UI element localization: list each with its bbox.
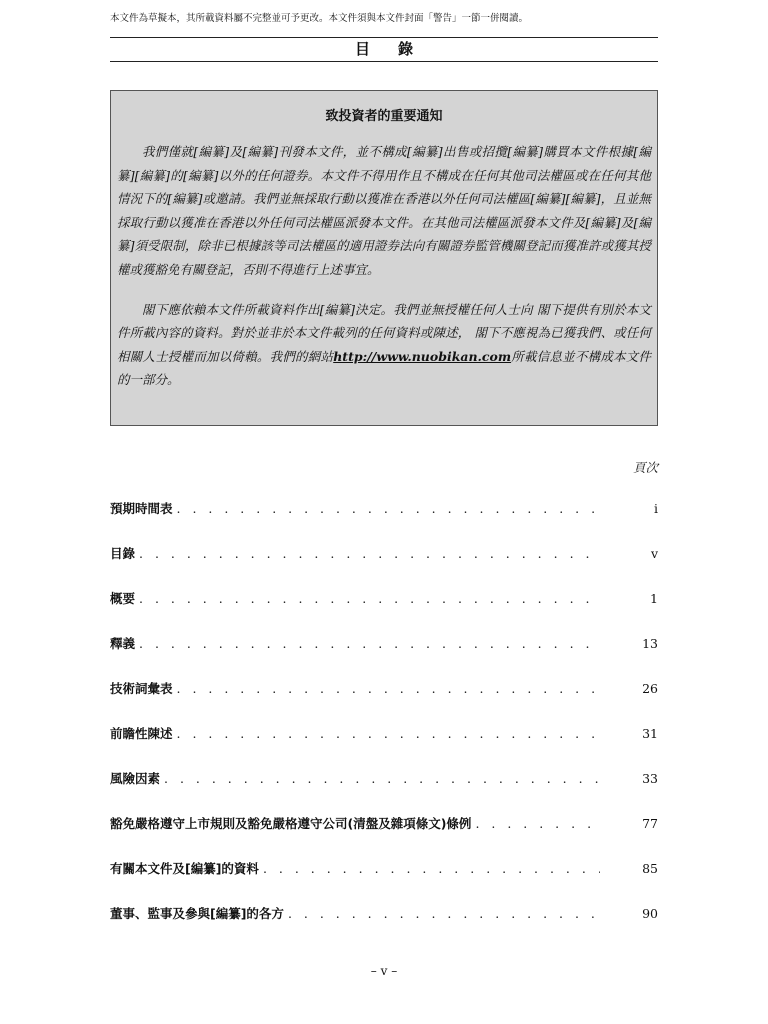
website-link[interactable]: http://www.nuobikan.com xyxy=(333,348,512,364)
toc-row[interactable] xyxy=(110,725,658,770)
toc-label[interactable]: 預期時間表 xyxy=(110,501,173,516)
notice-paragraph-2-text: 閣下應依賴本文件所載資料作出[編纂]決定。我們並無授權任何人士向 閣下提供有別於本文件所載內容的資料。對於並非於本文件載列的任何資料或陳述， 閣下不應視為已獲我們、或任何相關人士授權而加以倚賴。我們的網站 xyxy=(117,301,651,364)
notice-paragraph-1: 我們僅就[編纂]及[編纂]刊發本文件，並不構成[編纂]出售或招攬[編纂]購買本文件根據[編纂][編纂]的[編纂]以外的任何證券。本文件不得用作且不構成在任何其他司法權區或在任何其他情況下的[編纂]或邀請。我們並無採取行動以獲准在香港以外任何司法權區[編纂][編纂]，且並無採取行動以獲准在香港以外任何司法權區派發本文件。在其他司法權區派發本文件及[編纂]及[編纂]須受限制，除非已根據該等司法權區的適用證券法向有關證券監管機關登記而獲准許或獲其授權或獲豁免有關登記，否則不得進行上述事宜。 xyxy=(117,144,651,277)
toc-row[interactable] xyxy=(110,905,658,950)
toc-label[interactable]: 董事、監事及參與[編纂]的各方 xyxy=(110,906,284,921)
toc-row[interactable] xyxy=(110,860,658,905)
toc-page-number: 13 xyxy=(642,636,658,651)
draft-notice-header: 本文件為草擬本，其所載資料屬不完整並可予更改。本文件須與本文件封面「警告」一節一併閱讀。 xyxy=(110,13,529,24)
toc-row[interactable] xyxy=(110,635,658,680)
toc-page-number: 85 xyxy=(642,861,658,876)
toc-label[interactable]: 釋義 xyxy=(110,636,136,651)
toc-leader-dots xyxy=(139,590,600,608)
toc-page-number: 31 xyxy=(642,726,658,741)
toc-leader-dots xyxy=(164,770,600,788)
toc-label[interactable]: 有關本文件及[編纂]的資料 xyxy=(110,861,259,876)
header-rule-bottom xyxy=(110,61,658,62)
toc-page-number: v xyxy=(650,546,658,561)
important-notice-box xyxy=(110,90,658,426)
toc-leader-dots xyxy=(177,680,600,698)
toc-row[interactable] xyxy=(110,770,658,815)
toc-row[interactable] xyxy=(110,680,658,725)
toc-row[interactable] xyxy=(110,815,658,860)
toc-label[interactable]: 風險因素 xyxy=(110,771,161,786)
toc-leader-dots xyxy=(139,545,600,563)
toc-row[interactable] xyxy=(110,500,658,545)
page-title: 目錄 xyxy=(354,40,441,58)
toc-label[interactable]: 技術詞彙表 xyxy=(110,681,173,696)
toc-leader-dots xyxy=(263,860,600,878)
toc-row[interactable] xyxy=(110,545,658,590)
notice-title: 致投資者的重要通知 xyxy=(325,109,443,124)
toc-leader-dots xyxy=(288,905,600,923)
toc-leader-dots xyxy=(177,725,600,743)
toc-page-number: 33 xyxy=(642,771,658,786)
toc-row[interactable] xyxy=(110,590,658,635)
notice-paragraph-2 xyxy=(117,298,651,392)
toc-page-number: i xyxy=(654,501,658,516)
notice-paragraph-2-tail: 所載信息並不構成本文件的一部分。 xyxy=(117,348,651,388)
toc-page-number: 90 xyxy=(642,906,658,921)
toc-page-number: 1 xyxy=(650,591,658,606)
table-of-contents xyxy=(110,500,658,950)
toc-label[interactable]: 豁免嚴格遵守上市規則及豁免嚴格遵守公司(清盤及雜項條文)條例 xyxy=(110,816,472,831)
toc-label[interactable]: 前瞻性陳述 xyxy=(110,726,173,741)
toc-leader-dots xyxy=(475,815,600,833)
page-number-footer: – v – xyxy=(370,964,398,978)
toc-leader-dots xyxy=(139,635,600,653)
toc-label[interactable]: 概要 xyxy=(110,591,136,606)
page-column-header: 頁次 xyxy=(632,460,658,475)
toc-leader-dots xyxy=(177,500,600,518)
toc-page-number: 77 xyxy=(642,816,658,831)
toc-page-number: 26 xyxy=(642,681,658,696)
toc-label[interactable]: 目錄 xyxy=(110,546,136,561)
